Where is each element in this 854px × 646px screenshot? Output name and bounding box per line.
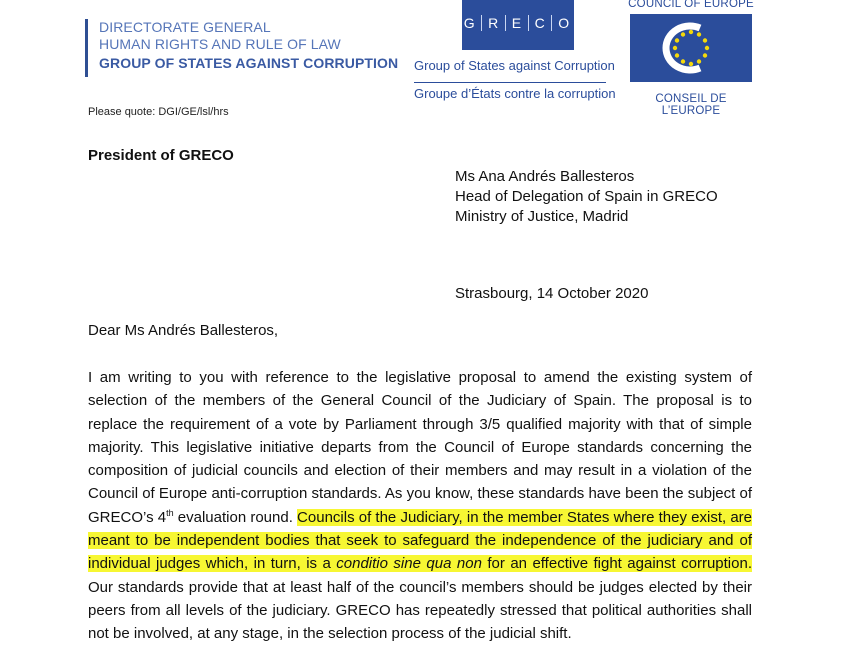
letter-date: Strasbourg, 14 October 2020: [455, 285, 649, 302]
sender-title: President of GRECO: [88, 147, 234, 164]
greco-letter: O: [551, 15, 572, 31]
coe-flag-icon: [630, 14, 752, 82]
salutation: Dear Ms Andrés Ballesteros,: [88, 322, 279, 339]
ordinal-superscript: th: [166, 507, 174, 518]
directorate-line-3: GROUP OF STATES AGAINST CORRUPTION: [99, 55, 399, 71]
body-paragraph: [88, 366, 752, 646]
recipient-address: [455, 167, 718, 227]
greco-name-en: Group of States against Corruption: [414, 58, 615, 73]
latin-phrase: conditio sine qua non: [336, 555, 482, 573]
recipient-title: Head of Delegation of Spain in GRECO: [455, 188, 718, 205]
directorate-header: [85, 19, 398, 77]
quote-reference: Please quote: DGI/GE/lsl/hrs: [88, 106, 229, 118]
directorate-line-1: DIRECTORATE GENERAL: [99, 19, 271, 35]
greco-name-fr: Groupe d’États contre la corruption: [414, 82, 606, 101]
coe-name-fr: CONSEIL DE L’EUROPE: [655, 93, 727, 117]
highlight-text-2: for an effective fight against corruption.: [481, 555, 752, 573]
coe-emblem-icon: [630, 14, 752, 82]
directorate-line-2: HUMAN RIGHTS AND RULE OF LAW: [99, 36, 341, 52]
greco-logo: [462, 0, 574, 50]
greco-letter: C: [528, 15, 548, 31]
greco-letter: R: [481, 15, 501, 31]
greco-letter: G: [463, 15, 478, 31]
body-text-1: I am writing to you with reference to the legislative proposal to amend the existing system of selection of the members of the General Council of the Judiciary of Spain. The proposal is to replace the requirement of a vote by Parliament through 3/5 qualified majority with that of simple majority. This legislative initiative departs from the Council of Europe standards concerning the composition of judicial councils and election of their members and may result in a violation of the Council of Europe anti-corruption standards. As you know, these standards have been the subject of GRECO’s 4: [88, 369, 752, 526]
stars-ring-icon: [673, 30, 709, 66]
body-text-2: evaluation round.: [173, 508, 298, 526]
coe-name-en: COUNCIL OF EUROPE: [628, 0, 754, 10]
recipient-name: Ms Ana Andrés Ballesteros: [455, 168, 635, 185]
coe-logo-block: [626, 0, 756, 117]
body-text-3: Our standards provide that at least half of the council’s members should be judges elected by their peers from all levels of the judiciary. GRECO has repeatedly stressed that political authorities shall not be involved, at any stage, in the selection process of the judicial shift.: [88, 578, 752, 643]
recipient-organization: Ministry of Justice, Madrid: [455, 208, 629, 225]
highlight-text-1: Councils of the Judiciary, in the member States where they exist, are meant to be independent bodies that seek to safeguard the independence of the judiciary and of individual judges which, in turn, is a: [88, 508, 753, 573]
greco-letters: [462, 15, 574, 31]
greco-letter: E: [505, 15, 524, 31]
